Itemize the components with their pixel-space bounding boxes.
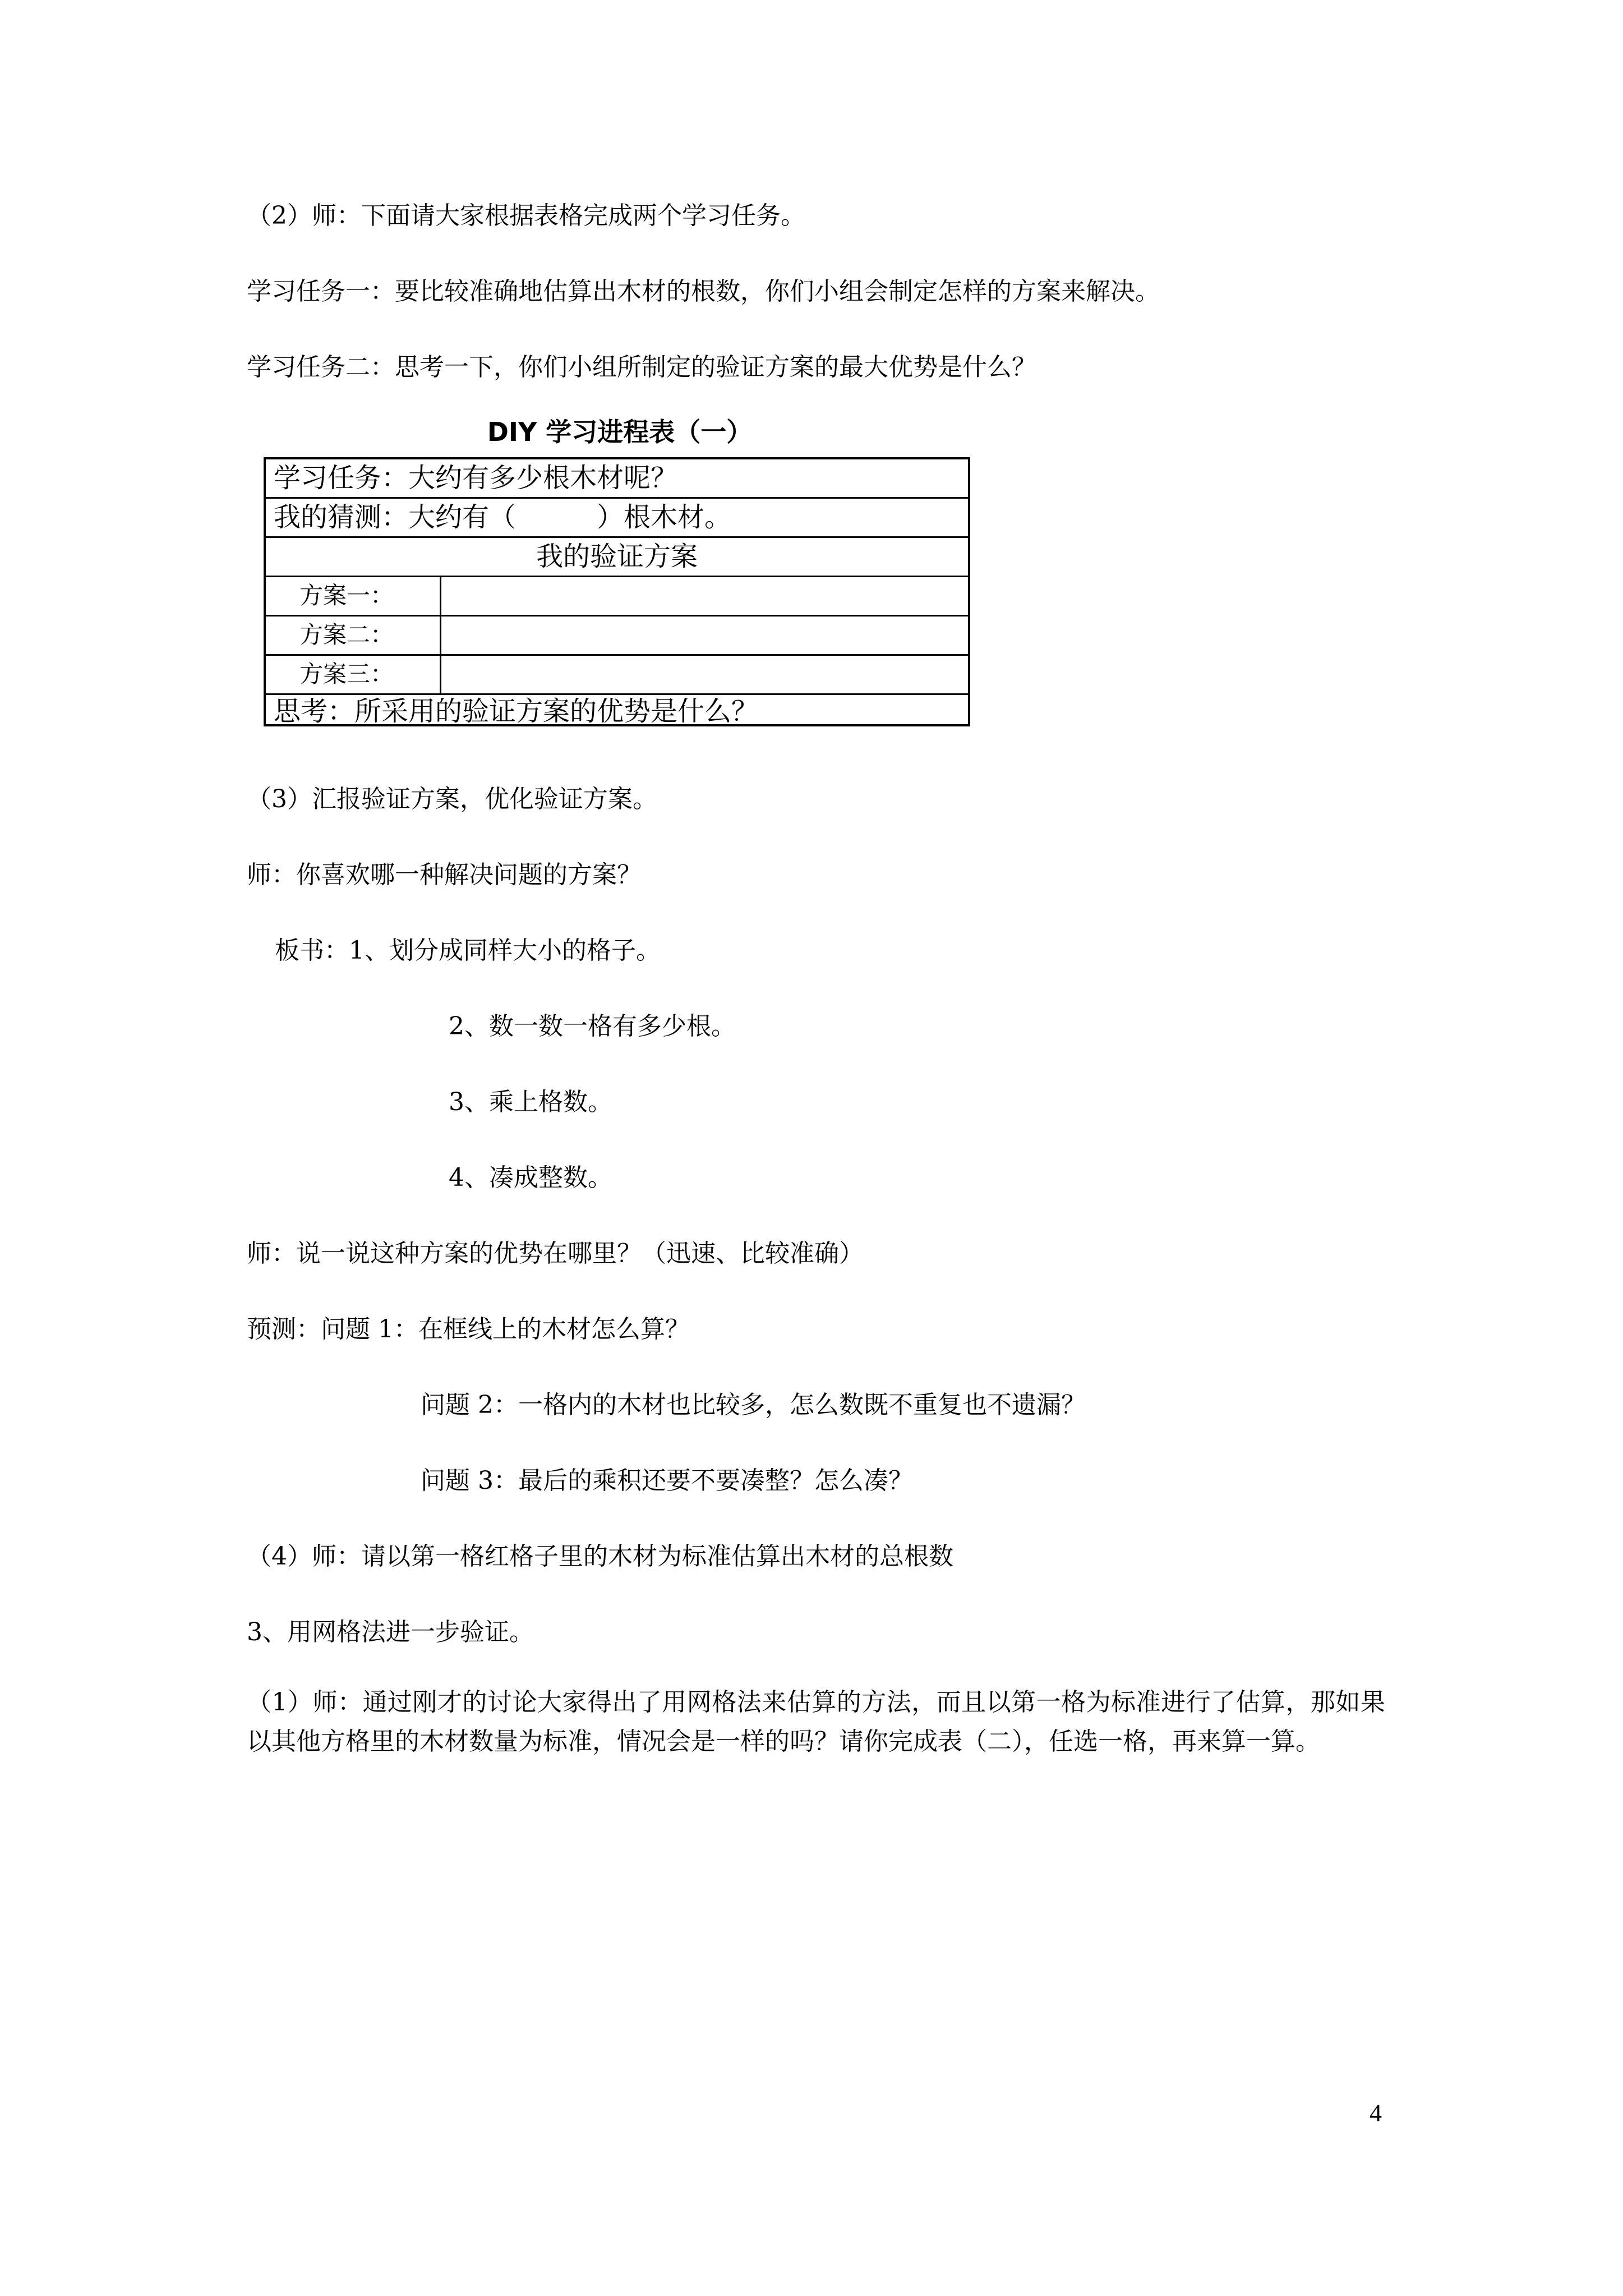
plan-label: 方案二：: [299, 621, 394, 648]
paragraph-board-step-1: 板书：1、划分成同样大小的格子。: [275, 936, 661, 965]
paragraph-prediction-1: 预测：问题 1：在框线上的木材怎么算？: [247, 1315, 690, 1343]
diy-progress-table-figure: [264, 415, 976, 735]
paragraph-step-4: （4）师：请以第一格红格子里的木材为标准估算出木材的总根数: [247, 1542, 953, 1571]
paragraph-section-3: 3、用网格法进一步验证。: [247, 1618, 534, 1646]
column-divider: [440, 577, 441, 615]
paragraph-advantage: 师：说一说这种方案的优势在哪里？（迅速、比较准确）: [247, 1239, 864, 1268]
table-row-plan-2: [266, 616, 968, 656]
paragraph-grid-method: （1）师：通过刚才的讨论大家得出了用网格法来估算的方法，而且以第一格为标准进行了估算，那如果以其他方格里的木材数量为标准，情况会是一样的吗？请你完成表（二），任选一格，再来算一算。: [247, 1688, 1385, 1756]
column-divider: [440, 616, 441, 654]
column-divider: [440, 656, 441, 693]
table-title: DIY 学习进程表（一）: [487, 417, 753, 447]
paragraph-board-step-2: 2、数一数一格有多少根。: [449, 1012, 736, 1041]
paragraph-task-1: 学习任务一：要比较准确地估算出木材的根数，你们小组会制定怎样的方案来解决。: [247, 277, 1160, 306]
paragraph-teacher-question: 师：你喜欢哪一种解决问题的方案？: [247, 861, 642, 889]
plan-label: 方案三：: [299, 660, 394, 688]
paragraph-prediction-2: 问题 2：一格内的木材也比较多，怎么数既不重复也不遗漏？: [421, 1391, 1086, 1419]
paragraph-task-2: 学习任务二：思考一下，你们小组所制定的验证方案的最大优势是什么？: [247, 353, 1036, 381]
paragraph-step-3: （3）汇报验证方案，优化验证方案。: [247, 785, 657, 813]
table-row-header: 我的验证方案: [266, 538, 968, 577]
table-row-task: 学习任务：大约有多少根木材呢？: [266, 459, 968, 499]
table-row-plan-3: [266, 656, 968, 695]
paragraph-board-step-3: 3、乘上格数。: [449, 1088, 612, 1116]
page-number: 4: [1370, 2099, 1382, 2127]
table-row-think: 思考：所采用的验证方案的优势是什么？: [274, 696, 759, 727]
paragraph-prediction-3: 问题 3：最后的乘积还要不要凑整？怎么凑？: [421, 1466, 913, 1495]
table-row-plan-1: [266, 577, 968, 616]
diy-progress-table: [264, 457, 970, 726]
plan-label: 方案一：: [299, 582, 394, 609]
table-row-guess: 我的猜测：大约有（ ）根木材。: [266, 499, 968, 538]
paragraph-board-step-4: 4、凑成整数。: [449, 1163, 612, 1192]
paragraph-step-2: （2）师：下面请大家根据表格完成两个学习任务。: [247, 201, 805, 230]
